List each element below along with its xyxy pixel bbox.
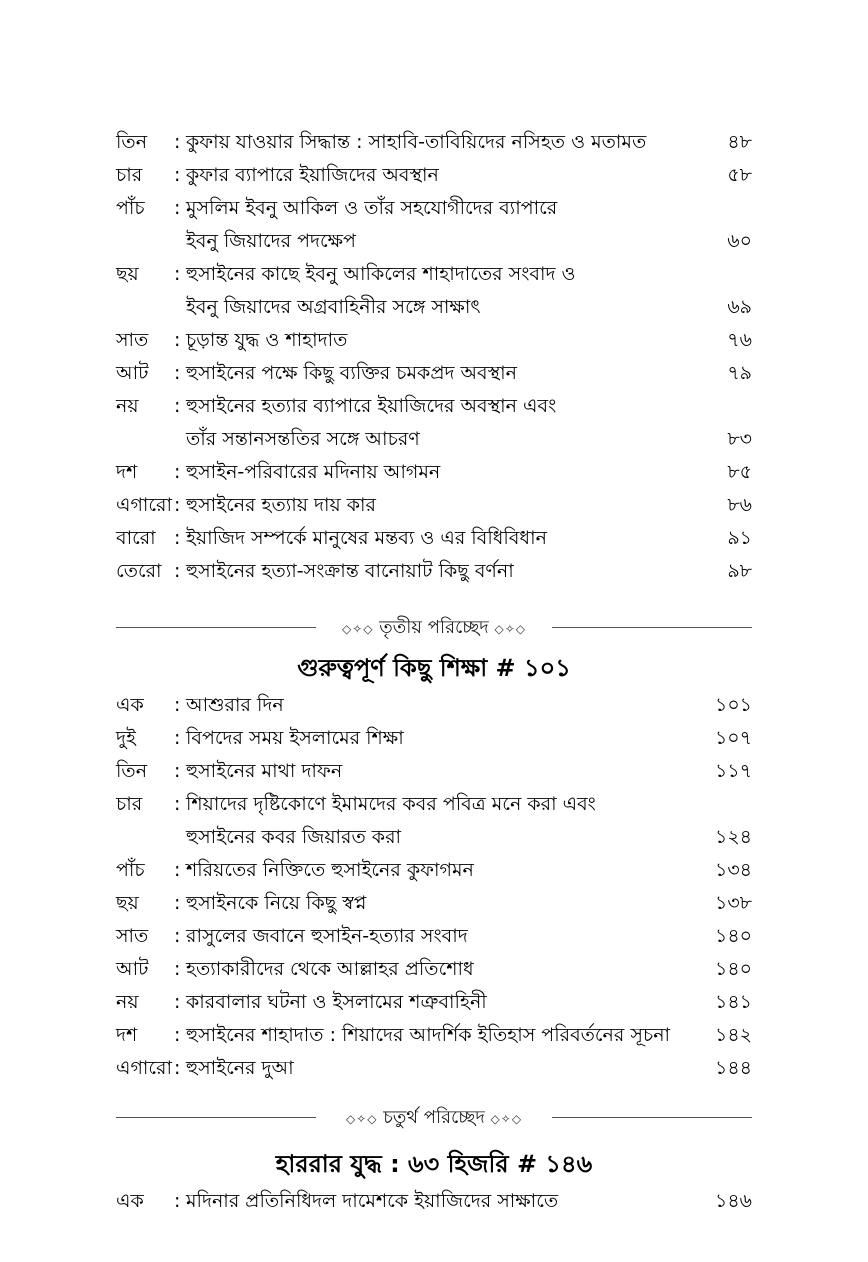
entry-page-number: ১৪৬ (714, 1190, 752, 1212)
entry-title (186, 159, 439, 192)
entry-number: দশ (116, 1024, 138, 1046)
entry-title (186, 258, 575, 324)
entry-number: এগারো (116, 1057, 173, 1079)
chapter-divider (116, 1104, 752, 1132)
entry-title-line: হুসাইনের শাহাদাত : শিয়াদের আদর্শিক ইতিহাস পরিবর্তনের সূচনা (186, 1024, 671, 1046)
entry-separator: : (174, 329, 181, 351)
entry-separator: : (174, 164, 181, 186)
entry-page-number: ৬৯ (727, 296, 752, 318)
toc-entry (116, 887, 752, 920)
toc-entry (116, 357, 752, 390)
entry-separator: : (174, 892, 181, 914)
divider-rule (552, 1117, 752, 1118)
entry-page-number: ১৪০ (714, 925, 752, 947)
entry-title-line: চূড়ান্ত যুদ্ধ ও শাহাদাত (186, 329, 348, 351)
entry-title-line: ইবনু জিয়াদের পদক্ষেপ (186, 230, 356, 252)
divider-rule (116, 627, 316, 628)
chapter-label: চতুর্থ পরিচ্ছেদ (383, 1107, 485, 1128)
entry-page-number: ১৪০ (714, 958, 752, 980)
entry-page-number: ১৪২ (714, 1024, 752, 1046)
entry-title-line: হুসাইনের কবর জিয়ারত করা (186, 826, 402, 848)
entry-number: সাত (116, 925, 149, 947)
entry-page-number: ১০৭ (714, 727, 752, 749)
entry-number: ছয় (116, 892, 139, 914)
entry-separator: : (174, 793, 181, 815)
toc-entry (116, 126, 752, 159)
entry-title-line: রাসুলের জবানে হুসাইন-হত্যার সংবাদ (186, 925, 468, 947)
toc-section-list (116, 1185, 752, 1218)
toc-entry (116, 258, 752, 324)
toc-entry (116, 1052, 752, 1085)
entry-separator: : (174, 1024, 181, 1046)
entry-page-number: ৬০ (727, 230, 752, 252)
entry-title (186, 522, 547, 555)
entry-separator: : (174, 1190, 181, 1212)
entry-number: ছয় (116, 263, 139, 285)
entry-separator: : (174, 494, 181, 516)
entry-separator: : (174, 197, 181, 219)
entry-number: দুই (116, 727, 136, 749)
entry-title-line: মুসলিম ইবনু আকিল ও তাঁর সহযোগীদের ব্যাপারে (186, 197, 558, 219)
entry-title-line: কারবালার ঘটনা ও ইসলামের শত্রুবাহিনী (186, 991, 487, 1013)
entry-title-line: ইবনু জিয়াদের অগ্রবাহিনীর সঙ্গে সাক্ষাৎ (186, 296, 481, 318)
entry-title-line: কুফার ব্যাপারে ইয়াজিদের অবস্থান (186, 164, 439, 186)
entry-title-line: হুসাইনের মাথা দাফন (186, 760, 343, 782)
chapter-divider (116, 614, 752, 642)
entry-page-number: ৪৮ (727, 131, 752, 153)
entry-separator: : (174, 958, 181, 980)
entry-page-number: ৯১ (727, 527, 752, 549)
entry-title-line: হত্যাকারীদের থেকে আল্লাহর প্রতিশোধ (186, 958, 474, 980)
entry-separator: : (174, 527, 181, 549)
entry-page-number: ১১৭ (714, 760, 752, 782)
entry-page-number: ৭৬ (727, 329, 752, 351)
entry-number: সাত (116, 329, 149, 351)
entry-page-number: ৫৮ (727, 164, 752, 186)
entry-number: নয় (116, 991, 139, 1013)
entry-title-line: শিয়াদের দৃষ্টিকোণে ইমামদের কবর পবিত্র মনে করা এবং (186, 793, 596, 815)
entry-separator: : (174, 131, 181, 153)
entry-separator: : (174, 760, 181, 782)
entry-title (186, 755, 342, 788)
entry-title (186, 1019, 670, 1052)
entry-title (186, 953, 474, 986)
entry-title (186, 1052, 294, 1085)
entry-title-line: হুসাইনের হত্যায় দায় কার (186, 494, 377, 516)
toc-entry (116, 722, 752, 755)
entry-title (186, 489, 376, 522)
entry-title (186, 788, 596, 854)
entry-page-number: ৮৩ (727, 428, 752, 450)
entry-page-number: ১৩৮ (714, 892, 752, 914)
toc-section-list (116, 689, 752, 1085)
entry-separator: : (174, 694, 181, 716)
toc-entry (116, 192, 752, 258)
toc-entry (116, 953, 752, 986)
entry-number: বারো (116, 527, 156, 549)
entry-number: আট (116, 362, 149, 384)
entry-page-number: ৭৯ (727, 362, 752, 384)
entry-page-number: ১৩৪ (714, 859, 752, 881)
chapter-heading: গুরুত্বপূর্ণ কিছু শিক্ষা # ১০১ (297, 654, 571, 682)
toc-entry (116, 755, 752, 788)
entry-title (186, 722, 404, 755)
entry-separator: : (174, 1057, 181, 1079)
entry-title-line: কুফায় যাওয়ার সিদ্ধান্ত : সাহাবি-তাবিয়িদের নসিহত ও মতামত (186, 131, 647, 153)
entry-title-line: বিপদের সময় ইসলামের শিক্ষা (186, 727, 404, 749)
entry-title-line: হুসাইনের পক্ষে কিছু ব্যক্তির চমকপ্রদ অবস্থান (186, 362, 518, 384)
divider-rule (552, 627, 752, 628)
toc-entry (116, 489, 752, 522)
entry-page-number: ৯৮ (727, 560, 752, 582)
entry-title (186, 456, 440, 489)
entry-title (186, 357, 517, 390)
entry-separator: : (174, 461, 181, 483)
entry-page-number: ১২৪ (714, 826, 752, 848)
entry-title (186, 920, 468, 953)
ornament-icon: ◇✧◇ (342, 622, 374, 636)
toc-entry (116, 456, 752, 489)
toc-entry (116, 920, 752, 953)
entry-separator: : (174, 362, 181, 384)
divider-label (316, 1104, 552, 1133)
entry-number: পাঁচ (116, 859, 145, 881)
entry-title-line: হুসাইনের কাছে ইবনু আকিলের শাহাদাতের সংবাদ ও (186, 263, 576, 285)
entry-title (186, 126, 646, 159)
entry-number: পাঁচ (116, 197, 145, 219)
divider-label (316, 614, 552, 643)
entry-title-line: ইয়াজিদ সম্পর্কে মানুষের মন্তব্য ও এর বিধিবিধান (186, 527, 547, 549)
entry-title-line: শরিয়তের নিক্তিতে হুসাইনের কুফাগমন (186, 859, 474, 881)
entry-number: আট (116, 958, 149, 980)
entry-page-number: ৮৫ (727, 461, 752, 483)
ornament-icon: ◇✧◇ (345, 1112, 378, 1126)
divider-rule (116, 1117, 316, 1118)
entry-title-line: হুসাইনকে নিয়ে কিছু স্বপ্ন (186, 892, 367, 914)
toc-section-list (116, 126, 752, 588)
entry-title (186, 390, 556, 456)
toc-entry (116, 1185, 752, 1218)
entry-title (186, 1185, 558, 1218)
entry-separator: : (174, 560, 181, 582)
entry-number: তিন (116, 760, 148, 782)
entry-separator: : (174, 727, 181, 749)
entry-title (186, 555, 514, 588)
entry-page-number: ১০১ (714, 694, 752, 716)
ornament-icon: ◇✧◇ (490, 1112, 523, 1126)
entry-title-line: তাঁর সন্তানসন্ততির সঙ্গে আচরণ (186, 428, 420, 450)
entry-number: চার (116, 793, 143, 815)
entry-page-number: ৮৬ (727, 494, 752, 516)
entry-separator: : (174, 263, 181, 285)
toc-entry (116, 1019, 752, 1052)
toc-entry (116, 324, 752, 357)
toc-entry (116, 854, 752, 887)
entry-number: তেরো (116, 560, 162, 582)
entry-title (186, 192, 557, 258)
entry-separator: : (174, 859, 181, 881)
toc-entry (116, 159, 752, 192)
entry-title (186, 986, 487, 1019)
entry-title (186, 854, 474, 887)
entry-title-line: হুসাইন-পরিবারের মদিনায় আগমন (186, 461, 441, 483)
entry-number: নয় (116, 395, 139, 417)
entry-title (186, 324, 347, 357)
toc-entry (116, 555, 752, 588)
chapter-heading: হাররার যুদ্ধ : ৬৩ হিজরি # ১৪৬ (275, 1150, 593, 1178)
entry-title-line: হুসাইনের হত্যা-সংক্রান্ত বানোয়াট কিছু বর্ণনা (186, 560, 514, 582)
toc-entry (116, 986, 752, 1019)
entry-title (186, 689, 284, 722)
entry-number: দশ (116, 461, 138, 483)
toc-entry (116, 390, 752, 456)
entry-number: চার (116, 164, 143, 186)
entry-number: এক (116, 694, 144, 716)
entry-number: এগারো (116, 494, 173, 516)
toc-entry (116, 788, 752, 854)
entry-separator: : (174, 395, 181, 417)
entry-number: এক (116, 1190, 144, 1212)
entry-page-number: ১৪৪ (715, 1057, 752, 1079)
entry-title-line: আশুরার দিন (186, 694, 284, 716)
entry-title-line: হুসাইনের হত্যার ব্যাপারে ইয়াজিদের অবস্থান এবং (186, 395, 557, 417)
entry-title-line: মদিনার প্রতিনিধিদল দামেশকে ইয়াজিদের সাক্ষাতে (186, 1190, 559, 1212)
entry-separator: : (174, 991, 181, 1013)
entry-title (186, 887, 366, 920)
chapter-label: তৃতীয় পরিচ্ছেদ (379, 617, 489, 638)
entry-page-number: ১৪১ (715, 991, 752, 1013)
ornament-icon: ◇✧◇ (494, 622, 526, 636)
entry-title-line: হুসাইনের দুআ (186, 1057, 294, 1079)
toc-entry (116, 522, 752, 555)
toc-entry (116, 689, 752, 722)
entry-number: তিন (116, 131, 148, 153)
entry-separator: : (174, 925, 181, 947)
